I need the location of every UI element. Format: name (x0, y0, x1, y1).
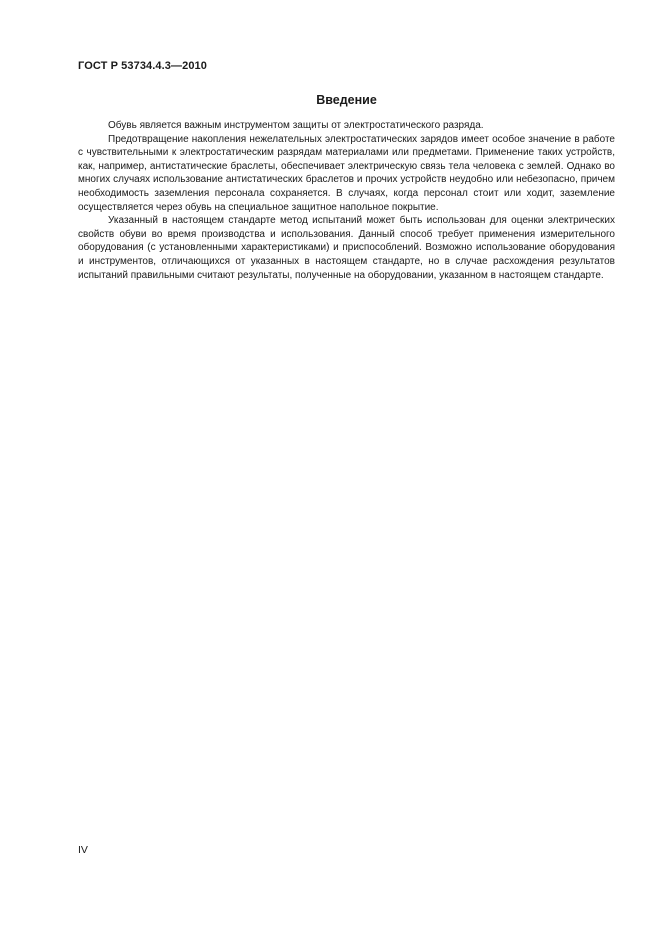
document-code-header: ГОСТ Р 53734.4.3—2010 (78, 60, 207, 72)
page-number: IV (78, 844, 88, 856)
section-title: Введение (316, 93, 377, 107)
introduction-body (78, 119, 615, 282)
paragraph: Указанный в настоящем стандарте метод испытаний может быть использован для оценки электрических свойств обуви во время производства и использования. Данный способ требует применения измерительного оборудования (с установленными характеристиками) и приспособлений. Возможно использование оборудования и инструментов, отличающихся от указанных в настоящем стандарте, но в случае расхождения результатов испытаний правильными считают результаты, полученные на оборудовании, указанном в настоящем стандарте. (78, 215, 615, 281)
paragraph: Предотвращение накопления нежелательных электростатических зарядов имеет особое значение в работе с чувствительными к электростатическим разрядам материалами или предметами. Применение таких устройств, как, например, антистатические браслеты, обеспечивает электрическую связь тела человека с землей. Однако во многих случаях использование антистатических браслетов и прочих устройств неудобно или небезопасно, причем необходимость заземления персонала сохраняется. В случаях, когда персонал стоит или ходит, заземление осуществляется через обувь на специальное защитное напольное покрытие. (78, 133, 615, 213)
paragraph: Обувь является важным инструментом защиты от электростатического разряда. (108, 120, 484, 131)
